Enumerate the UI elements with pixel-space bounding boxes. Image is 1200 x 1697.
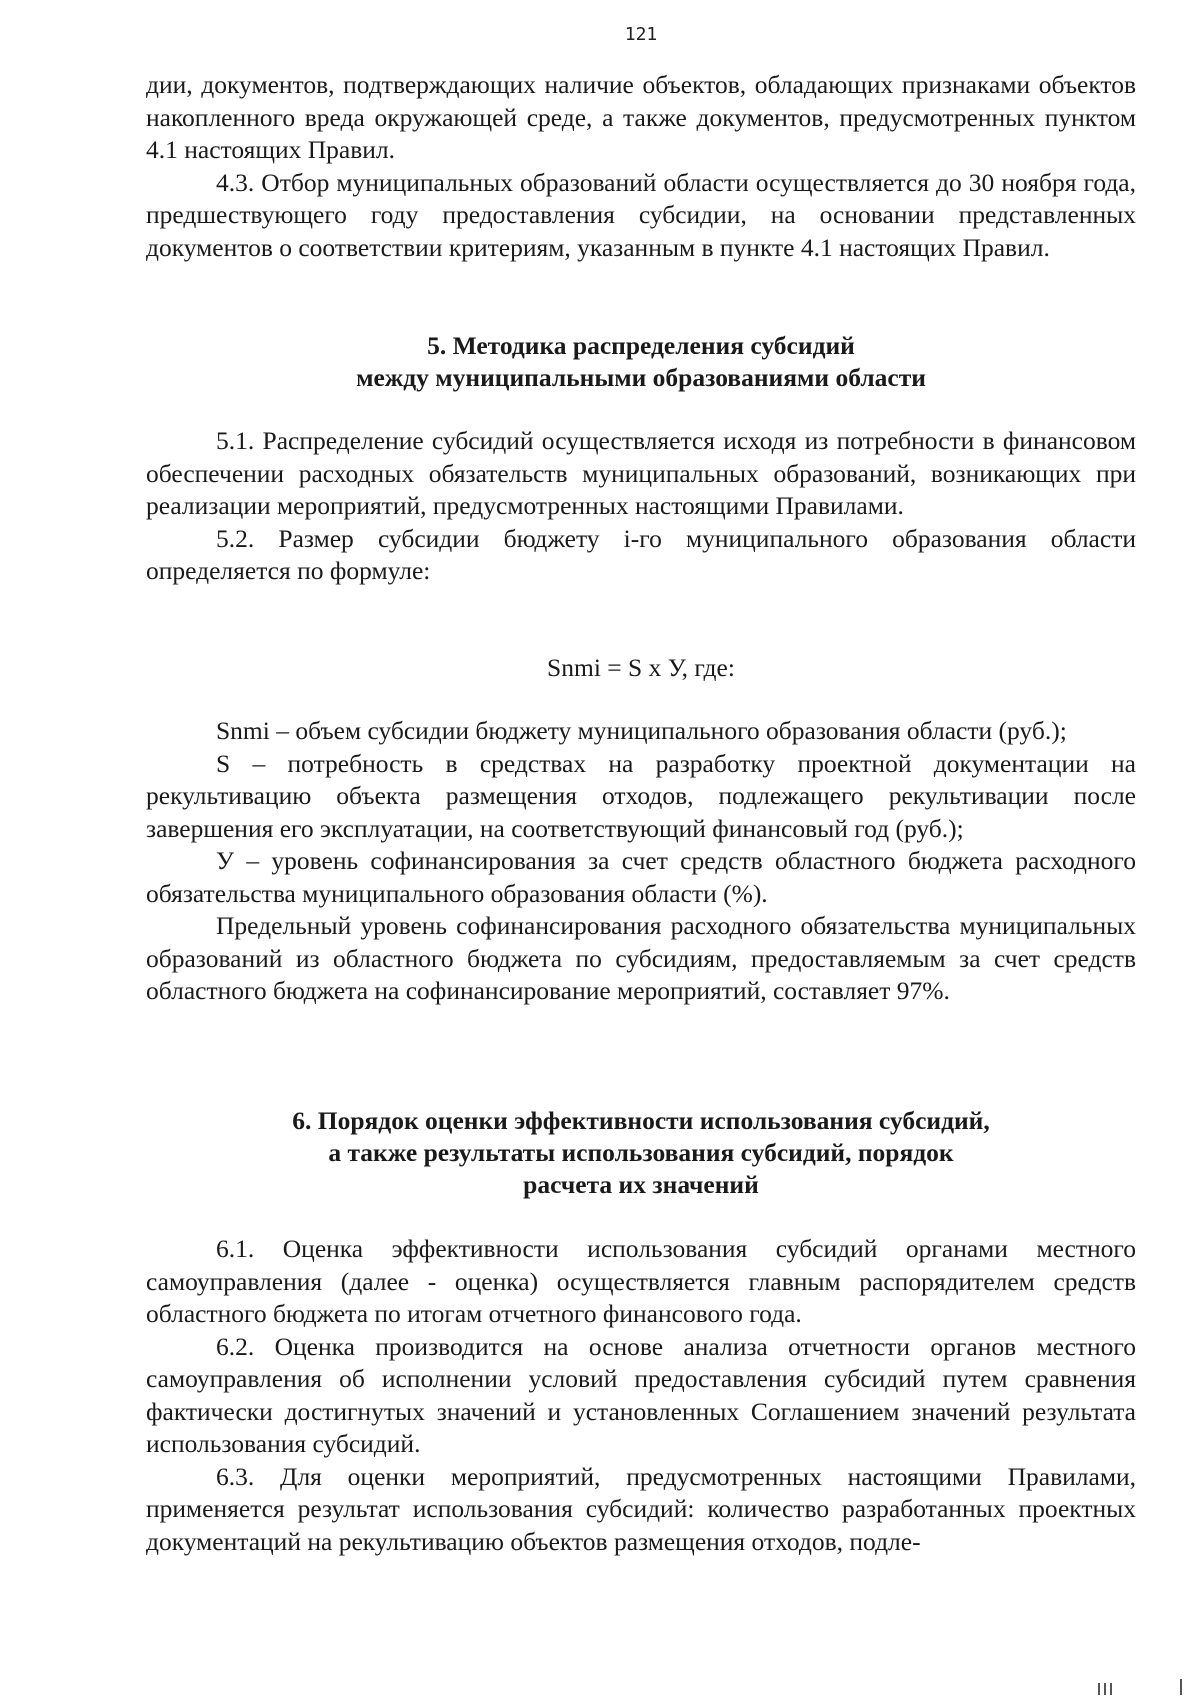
legend-s: S – потребность в средствах на разработку проектной документации на рекультивацию объекта размещения отходов, подлежащего рекультивации после завершения его эксплуатации, на соответствующий финансовый год (руб.); [146,748,1136,843]
section-6-title-line-1: 6. Порядок оценки эффективности использования субсидий, [292,1106,990,1135]
paragraph-6-3: 6.3. Для оценки мероприятий, предусмотренных настоящими Правилами, применяется результат использования субсидий: количество разработанных проектных документаций на рекультивацию объектов размещения отходов, подле- [146,1461,1136,1556]
text-block-section-6 [146,1233,1136,1558]
paragraph-continuation: дии, документов, подтверждающих наличие объектов, обладающих признаками объектов накопленного вреда окружающей среде, а также документов, предусмотренных пунктом 4.1 настоящих Правил. [146,70,1136,164]
paragraph-5-1: 5.1. Распределение субсидий осуществляется исходя из потребности в финансовом обеспечении расходных обязательств муниципальных образований, возникающих при реализации мероприятий, предусмотренных настоящими Правилами. [146,426,1136,520]
section-5-title-line-2: между муниципальными образованиями области [356,363,926,392]
paragraph-6-1: 6.1. Оценка эффективности использования субсидий органами местного самоуправления (далее - оценка) осуществляется главным распорядителем средств областного бюджета по итогам отчетного финансового года. [146,1234,1136,1328]
section-6-heading [146,1105,1136,1201]
legend-u: У – уровень софинансирования за счет средств областного бюджета расходного обязательства муниципального образования области (%). [146,846,1136,908]
text-block-continuation [146,69,1136,264]
scan-speck [1110,1683,1112,1695]
section-5-title-line-1: 5. Методика распределения субсидий [427,331,855,360]
formula: Snmi = S x У, где: [547,653,735,682]
paragraph-6-2: 6.2. Оценка производится на основе анализа отчетности органов местного самоуправления об исполнении условий предоставления субсидий путем сравнения фактически достигнутых значений и установленных Соглашением значений результата использования субсидий. [146,1331,1136,1458]
text-block-formula-legend [146,715,1136,1008]
paragraph-5-2: 5.2. Размер субсидии бюджету i-го муниципального образования области определяется по формуле: [146,523,1136,585]
paragraph-cofinancing-limit: Предельный уровень софинансирования расходного обязательства муниципальных образований из областного бюджета по субсидиям, предоставляемым за счет средств областного бюджета на софинансирование мероприятий, составляет 97%. [146,911,1136,1005]
paragraph-4-3: 4.3. Отбор муниципальных образований области осуществляется до 30 ноября года, предшествующего году предоставления субсидии, на основании представленных документов о соответствии критериям, указанным в пункте 4.1 настоящих Правил. [146,167,1136,262]
scan-speck [1098,1683,1100,1695]
section-6-title-line-3: расчета их значений [523,1170,759,1199]
scan-speck [1180,1679,1182,1695]
scan-speck [1104,1683,1106,1695]
section-6-title-line-2: а также результаты использования субсидий, порядок [328,1138,954,1167]
page-number: 121 [624,24,658,45]
legend-snmi: Snmi – объем субсидии бюджету муниципального образования области (руб.); [216,716,1067,745]
text-block-section-5 [146,425,1136,588]
section-5-heading [146,330,1136,394]
